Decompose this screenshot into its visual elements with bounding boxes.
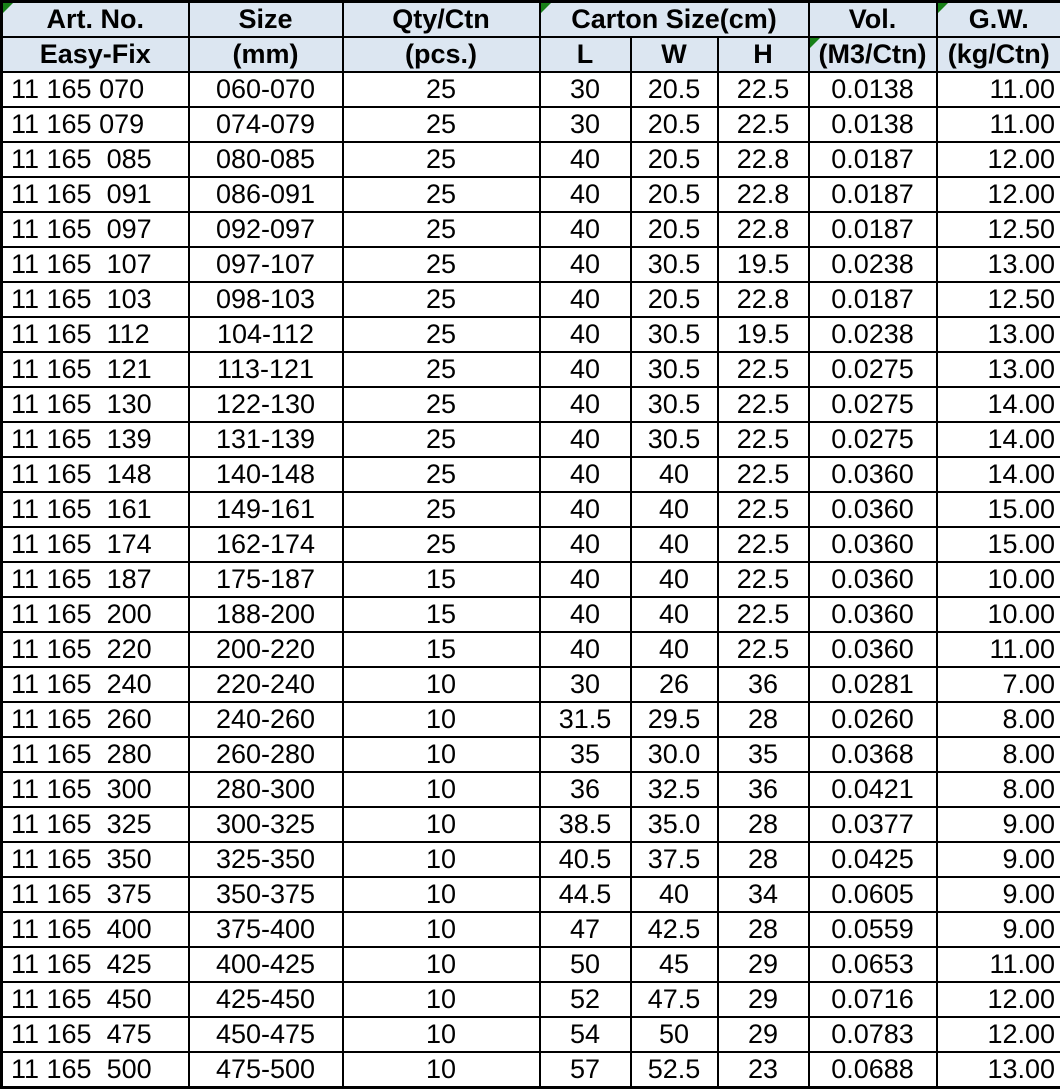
vol-cell: 0.0559: [809, 912, 937, 947]
gw-cell: 7.00: [937, 667, 1060, 702]
table-row: [2, 177, 1060, 212]
gw-cell: 9.00: [937, 912, 1060, 947]
l-cell: 40: [540, 597, 631, 632]
vol-cell: 0.0716: [809, 982, 937, 1017]
vol-cell: 0.0377: [809, 807, 937, 842]
qty-cell: 10: [343, 772, 540, 807]
art-cell: 11 165 260: [2, 702, 189, 737]
art-cell: 11 165 220: [2, 632, 189, 667]
art-cell: 11 165 174: [2, 527, 189, 562]
vol-cell: 0.0138: [809, 72, 937, 107]
table-row: [2, 1052, 1060, 1088]
h-cell: 22.5: [718, 457, 809, 492]
l-cell: 40: [540, 422, 631, 457]
h-cell: 29: [718, 982, 809, 1017]
gw-cell: 9.00: [937, 842, 1060, 877]
l-cell: 40: [540, 177, 631, 212]
table-row: [2, 107, 1060, 142]
art-cell: 11 165 085: [2, 142, 189, 177]
size-cell: 131-139: [189, 422, 343, 457]
vol-cell: 0.0238: [809, 317, 937, 352]
gw-cell: 10.00: [937, 597, 1060, 632]
gw-cell: 12.50: [937, 282, 1060, 317]
table-header: [2, 2, 1060, 73]
table-row: [2, 352, 1060, 387]
gw-cell: 11.00: [937, 72, 1060, 107]
size-cell: 425-450: [189, 982, 343, 1017]
art-cell: 11 165 130: [2, 387, 189, 422]
l-cell: 40: [540, 317, 631, 352]
h-cell: 22.8: [718, 177, 809, 212]
table-row: [2, 247, 1060, 282]
qty-cell: 15: [343, 597, 540, 632]
w-cell: 20.5: [631, 282, 718, 317]
table-row: [2, 387, 1060, 422]
art-cell: 11 165 161: [2, 492, 189, 527]
header-qty-ctn-label: Qty/Ctn: [392, 4, 490, 34]
gw-cell: 14.00: [937, 387, 1060, 422]
w-cell: 50: [631, 1017, 718, 1052]
size-cell: 122-130: [189, 387, 343, 422]
h-cell: 22.8: [718, 282, 809, 317]
h-cell: 28: [718, 912, 809, 947]
size-cell: 092-097: [189, 212, 343, 247]
w-cell: 40: [631, 632, 718, 667]
art-cell: 11 165 400: [2, 912, 189, 947]
size-cell: 240-260: [189, 702, 343, 737]
qty-cell: 25: [343, 317, 540, 352]
vol-cell: 0.0783: [809, 1017, 937, 1052]
gw-cell: 9.00: [937, 877, 1060, 912]
size-cell: 149-161: [189, 492, 343, 527]
vol-cell: 0.0275: [809, 422, 937, 457]
table-row: [2, 772, 1060, 807]
art-cell: 11 165 425: [2, 947, 189, 982]
vol-cell: 0.0360: [809, 597, 937, 632]
h-cell: 22.5: [718, 387, 809, 422]
size-cell: 375-400: [189, 912, 343, 947]
qty-cell: 10: [343, 737, 540, 772]
gw-cell: 11.00: [937, 632, 1060, 667]
vol-cell: 0.0421: [809, 772, 937, 807]
vol-cell: 0.0360: [809, 632, 937, 667]
vol-cell: 0.0688: [809, 1052, 937, 1088]
table-row: [2, 212, 1060, 247]
qty-cell: 25: [343, 492, 540, 527]
art-cell: 11 165 139: [2, 422, 189, 457]
vol-cell: 0.0605: [809, 877, 937, 912]
size-cell: 080-085: [189, 142, 343, 177]
vol-cell: 0.0425: [809, 842, 937, 877]
art-cell: 11 165 103: [2, 282, 189, 317]
header-size: [189, 2, 343, 38]
qty-cell: 10: [343, 702, 540, 737]
l-cell: 40: [540, 142, 631, 177]
h-cell: 28: [718, 702, 809, 737]
table-row: [2, 842, 1060, 877]
table-row: [2, 667, 1060, 702]
l-cell: 35: [540, 737, 631, 772]
vol-cell: 0.0187: [809, 282, 937, 317]
gw-cell: 12.00: [937, 982, 1060, 1017]
header-m3-ctn-label: (M3/Ctn): [819, 39, 927, 69]
art-cell: 11 165 500: [2, 1052, 189, 1088]
size-cell: 086-091: [189, 177, 343, 212]
header-w-label: W: [661, 39, 686, 69]
size-cell: 200-220: [189, 632, 343, 667]
vol-cell: 0.0187: [809, 177, 937, 212]
w-cell: 40: [631, 597, 718, 632]
size-cell: 175-187: [189, 562, 343, 597]
l-cell: 40: [540, 247, 631, 282]
gw-cell: 13.00: [937, 247, 1060, 282]
table-row: [2, 982, 1060, 1017]
art-cell: 11 165 350: [2, 842, 189, 877]
qty-cell: 10: [343, 947, 540, 982]
l-cell: 44.5: [540, 877, 631, 912]
h-cell: 29: [718, 947, 809, 982]
vol-cell: 0.0360: [809, 562, 937, 597]
size-cell: 325-350: [189, 842, 343, 877]
table-row: [2, 737, 1060, 772]
header-carton-size-label: Carton Size(cm): [571, 4, 777, 34]
qty-cell: 25: [343, 282, 540, 317]
h-cell: 28: [718, 842, 809, 877]
header-h-label: H: [753, 39, 773, 69]
table-row: [2, 142, 1060, 177]
header-vol-label: Vol.: [849, 4, 897, 34]
size-cell: 140-148: [189, 457, 343, 492]
l-cell: 30: [540, 667, 631, 702]
header-kg-ctn: [937, 37, 1060, 72]
qty-cell: 25: [343, 352, 540, 387]
header-m3-ctn: [809, 37, 937, 72]
size-cell: 104-112: [189, 317, 343, 352]
w-cell: 40: [631, 527, 718, 562]
h-cell: 22.8: [718, 142, 809, 177]
art-cell: 11 165 450: [2, 982, 189, 1017]
header-l-label: L: [577, 39, 594, 69]
h-cell: 22.5: [718, 562, 809, 597]
h-cell: 22.5: [718, 352, 809, 387]
table-row: [2, 422, 1060, 457]
vol-cell: 0.0360: [809, 457, 937, 492]
table-row: [2, 702, 1060, 737]
qty-cell: 10: [343, 1017, 540, 1052]
size-cell: 260-280: [189, 737, 343, 772]
h-cell: 22.8: [718, 212, 809, 247]
art-cell: 11 165 079: [2, 107, 189, 142]
header-mm-label: (mm): [233, 39, 299, 69]
l-cell: 30: [540, 107, 631, 142]
vol-cell: 0.0187: [809, 212, 937, 247]
l-cell: 57: [540, 1052, 631, 1088]
h-cell: 22.5: [718, 527, 809, 562]
qty-cell: 25: [343, 527, 540, 562]
vol-cell: 0.0238: [809, 247, 937, 282]
w-cell: 29.5: [631, 702, 718, 737]
size-cell: 400-425: [189, 947, 343, 982]
l-cell: 36: [540, 772, 631, 807]
size-cell: 475-500: [189, 1052, 343, 1088]
qty-cell: 25: [343, 422, 540, 457]
gw-cell: 8.00: [937, 702, 1060, 737]
gw-cell: 12.00: [937, 142, 1060, 177]
header-carton-size: [540, 2, 809, 38]
w-cell: 20.5: [631, 177, 718, 212]
w-cell: 40: [631, 877, 718, 912]
gw-cell: 9.00: [937, 807, 1060, 842]
qty-cell: 10: [343, 912, 540, 947]
table-row: [2, 492, 1060, 527]
w-cell: 20.5: [631, 212, 718, 247]
vol-cell: 0.0360: [809, 492, 937, 527]
art-cell: 11 165 240: [2, 667, 189, 702]
w-cell: 40: [631, 457, 718, 492]
error-marker-icon: [3, 3, 13, 13]
h-cell: 35: [718, 737, 809, 772]
qty-cell: 10: [343, 877, 540, 912]
qty-cell: 15: [343, 632, 540, 667]
h-cell: 23: [718, 1052, 809, 1088]
qty-cell: 25: [343, 247, 540, 282]
l-cell: 40: [540, 527, 631, 562]
qty-cell: 10: [343, 667, 540, 702]
art-cell: 11 165 280: [2, 737, 189, 772]
size-cell: 097-107: [189, 247, 343, 282]
w-cell: 30.5: [631, 352, 718, 387]
header-row-1: [2, 2, 1060, 38]
header-mm: [189, 37, 343, 72]
gw-cell: 12.00: [937, 177, 1060, 212]
header-row-2: [2, 37, 1060, 72]
table-row: [2, 562, 1060, 597]
w-cell: 30.0: [631, 737, 718, 772]
gw-cell: 14.00: [937, 422, 1060, 457]
header-vol: [809, 2, 937, 38]
header-pcs-label: (pcs.): [405, 39, 477, 69]
error-marker-icon: [541, 3, 551, 13]
qty-cell: 25: [343, 457, 540, 492]
h-cell: 22.5: [718, 492, 809, 527]
art-cell: 11 165 375: [2, 877, 189, 912]
h-cell: 22.5: [718, 422, 809, 457]
gw-cell: 15.00: [937, 492, 1060, 527]
gw-cell: 8.00: [937, 772, 1060, 807]
gw-cell: 13.00: [937, 352, 1060, 387]
error-marker-icon: [810, 38, 820, 48]
l-cell: 40: [540, 492, 631, 527]
art-cell: 11 165 091: [2, 177, 189, 212]
qty-cell: 25: [343, 212, 540, 247]
size-cell: 162-174: [189, 527, 343, 562]
w-cell: 35.0: [631, 807, 718, 842]
l-cell: 40: [540, 457, 631, 492]
vol-cell: 0.0187: [809, 142, 937, 177]
size-cell: 060-070: [189, 72, 343, 107]
gw-cell: 11.00: [937, 947, 1060, 982]
w-cell: 37.5: [631, 842, 718, 877]
table-row: [2, 72, 1060, 107]
h-cell: 29: [718, 1017, 809, 1052]
h-cell: 22.5: [718, 597, 809, 632]
gw-cell: 11.00: [937, 107, 1060, 142]
qty-cell: 10: [343, 982, 540, 1017]
l-cell: 54: [540, 1017, 631, 1052]
art-cell: 11 165 325: [2, 807, 189, 842]
header-h: [718, 37, 809, 72]
gw-cell: 12.50: [937, 212, 1060, 247]
l-cell: 40: [540, 212, 631, 247]
table-row: [2, 877, 1060, 912]
vol-cell: 0.0275: [809, 387, 937, 422]
table-row: [2, 527, 1060, 562]
w-cell: 47.5: [631, 982, 718, 1017]
gw-cell: 12.00: [937, 1017, 1060, 1052]
art-cell: 11 165 300: [2, 772, 189, 807]
art-cell: 11 165 112: [2, 317, 189, 352]
h-cell: 19.5: [718, 317, 809, 352]
qty-cell: 25: [343, 387, 540, 422]
header-size-label: Size: [238, 4, 292, 34]
w-cell: 32.5: [631, 772, 718, 807]
w-cell: 30.5: [631, 422, 718, 457]
size-cell: 220-240: [189, 667, 343, 702]
table-row: [2, 457, 1060, 492]
header-easy-fix: [2, 37, 189, 72]
header-qty-ctn: [343, 2, 540, 38]
l-cell: 38.5: [540, 807, 631, 842]
header-art-no: [2, 2, 189, 38]
gw-cell: 10.00: [937, 562, 1060, 597]
art-cell: 11 165 070: [2, 72, 189, 107]
w-cell: 52.5: [631, 1052, 718, 1088]
l-cell: 50: [540, 947, 631, 982]
w-cell: 20.5: [631, 142, 718, 177]
art-cell: 11 165 187: [2, 562, 189, 597]
vol-cell: 0.0260: [809, 702, 937, 737]
vol-cell: 0.0360: [809, 527, 937, 562]
w-cell: 30.5: [631, 247, 718, 282]
size-cell: 098-103: [189, 282, 343, 317]
table-row: [2, 282, 1060, 317]
table-row: [2, 317, 1060, 352]
vol-cell: 0.0138: [809, 107, 937, 142]
table-body: [2, 72, 1060, 1088]
qty-cell: 25: [343, 72, 540, 107]
vol-cell: 0.0368: [809, 737, 937, 772]
size-cell: 074-079: [189, 107, 343, 142]
size-cell: 113-121: [189, 352, 343, 387]
qty-cell: 25: [343, 177, 540, 212]
h-cell: 22.5: [718, 72, 809, 107]
art-cell: 11 165 097: [2, 212, 189, 247]
h-cell: 36: [718, 667, 809, 702]
h-cell: 22.5: [718, 632, 809, 667]
size-cell: 300-325: [189, 807, 343, 842]
l-cell: 30: [540, 72, 631, 107]
size-cell: 450-475: [189, 1017, 343, 1052]
header-kg-ctn-label: (kg/Ctn): [948, 39, 1050, 69]
w-cell: 40: [631, 492, 718, 527]
l-cell: 40: [540, 632, 631, 667]
l-cell: 52: [540, 982, 631, 1017]
l-cell: 40: [540, 282, 631, 317]
header-pcs: [343, 37, 540, 72]
size-cell: 280-300: [189, 772, 343, 807]
w-cell: 30.5: [631, 317, 718, 352]
art-cell: 11 165 200: [2, 597, 189, 632]
header-art-no-label: Art. No.: [47, 4, 145, 34]
w-cell: 42.5: [631, 912, 718, 947]
l-cell: 40.5: [540, 842, 631, 877]
h-cell: 19.5: [718, 247, 809, 282]
w-cell: 40: [631, 562, 718, 597]
gw-cell: 13.00: [937, 1052, 1060, 1088]
header-w: [631, 37, 718, 72]
h-cell: 28: [718, 807, 809, 842]
h-cell: 36: [718, 772, 809, 807]
h-cell: 22.5: [718, 107, 809, 142]
gw-cell: 8.00: [937, 737, 1060, 772]
table-row: [2, 1017, 1060, 1052]
table-row: [2, 947, 1060, 982]
w-cell: 20.5: [631, 72, 718, 107]
table-row: [2, 807, 1060, 842]
w-cell: 30.5: [631, 387, 718, 422]
gw-cell: 13.00: [937, 317, 1060, 352]
vol-cell: 0.0281: [809, 667, 937, 702]
l-cell: 40: [540, 352, 631, 387]
gw-cell: 14.00: [937, 457, 1060, 492]
qty-cell: 25: [343, 142, 540, 177]
l-cell: 40: [540, 387, 631, 422]
header-gw-label: G.W.: [969, 4, 1029, 34]
gw-cell: 15.00: [937, 527, 1060, 562]
qty-cell: 15: [343, 562, 540, 597]
l-cell: 31.5: [540, 702, 631, 737]
header-l: [540, 37, 631, 72]
size-cell: 188-200: [189, 597, 343, 632]
w-cell: 20.5: [631, 107, 718, 142]
table-row: [2, 912, 1060, 947]
table-row: [2, 597, 1060, 632]
w-cell: 26: [631, 667, 718, 702]
error-marker-icon: [938, 3, 948, 13]
w-cell: 45: [631, 947, 718, 982]
table-row: [2, 632, 1060, 667]
art-cell: 11 165 107: [2, 247, 189, 282]
art-cell: 11 165 475: [2, 1017, 189, 1052]
header-easy-fix-label: Easy-Fix: [40, 39, 151, 69]
vol-cell: 0.0275: [809, 352, 937, 387]
header-gw: [937, 2, 1060, 38]
qty-cell: 10: [343, 842, 540, 877]
h-cell: 34: [718, 877, 809, 912]
size-cell: 350-375: [189, 877, 343, 912]
l-cell: 47: [540, 912, 631, 947]
qty-cell: 10: [343, 1052, 540, 1088]
art-cell: 11 165 121: [2, 352, 189, 387]
vol-cell: 0.0653: [809, 947, 937, 982]
qty-cell: 10: [343, 807, 540, 842]
l-cell: 40: [540, 562, 631, 597]
qty-cell: 25: [343, 107, 540, 142]
art-cell: 11 165 148: [2, 457, 189, 492]
